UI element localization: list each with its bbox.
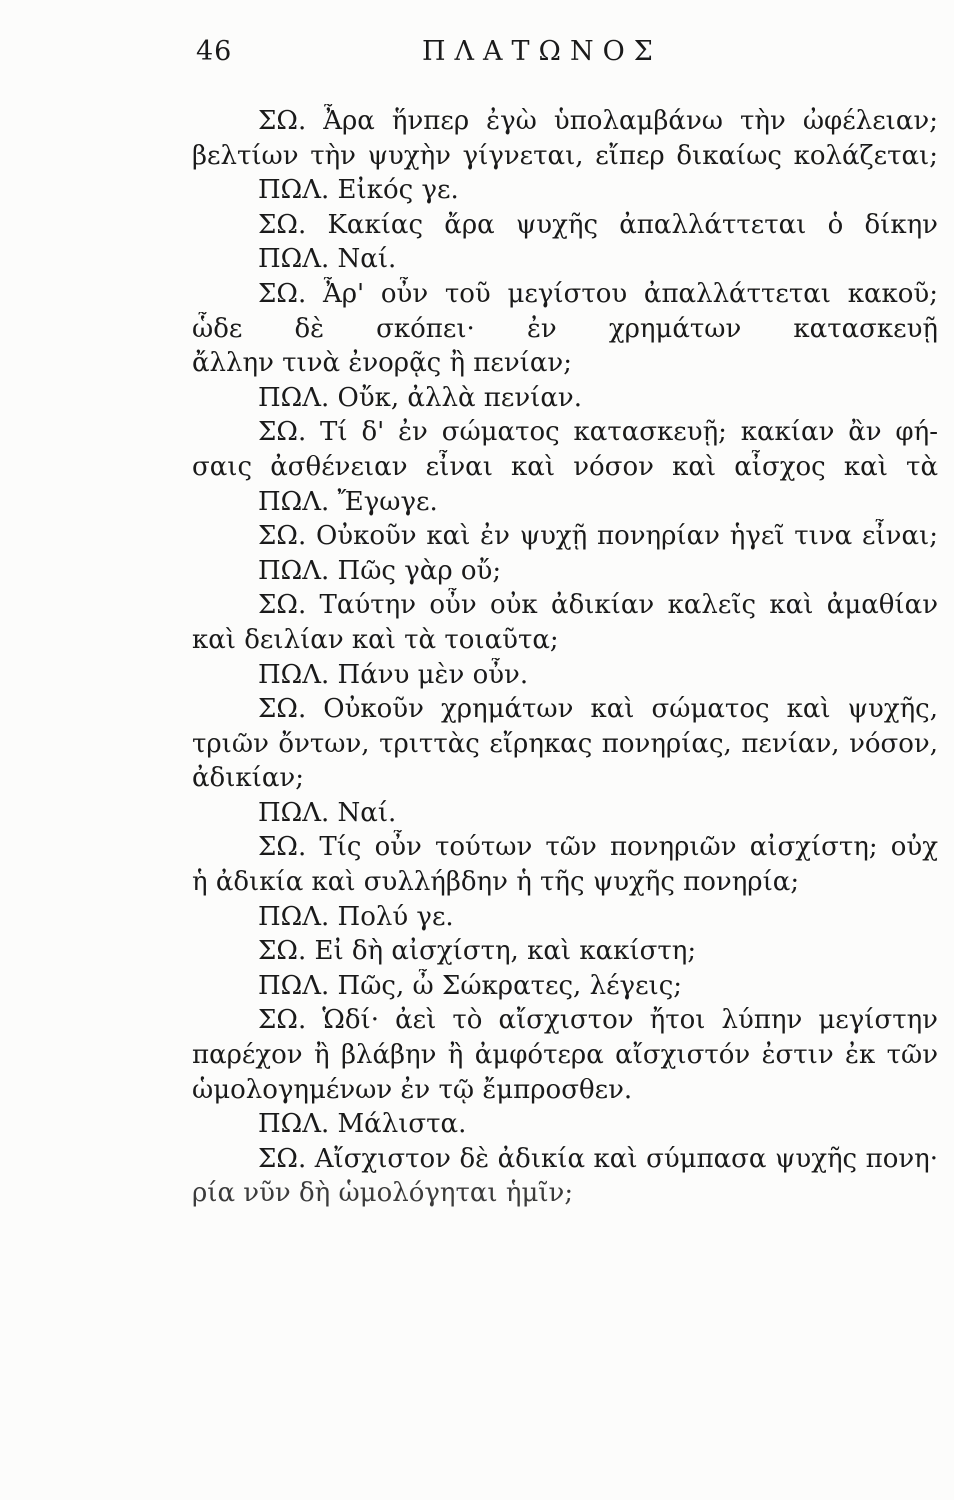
page-header: [196, 36, 936, 76]
text-line: ΠΩΛ. Μάλιστα.: [258, 1109, 467, 1140]
text-line: ὡμολογημένων ἐν τῷ ἔμπροσθεν.: [192, 1074, 633, 1105]
text-line: ἄλλην τινὰ ἐνορᾷς ἢ πενίαν;: [192, 348, 572, 379]
text-line: ΠΩΛ. Ναί.: [258, 797, 397, 828]
text-line: σαις ἀσθένειαν εἶναι καὶ νόσον καὶ αἶσχος καὶ τὰ: [192, 451, 938, 482]
text-line: ΠΩΛ. Ναί.: [258, 244, 397, 275]
text-line: ΠΩΛ. Οὔκ, ἀλλὰ πενίαν.: [258, 382, 582, 413]
dialogue-text: [0, 104, 954, 1211]
text-line: ΣΩ. Ἆρα ἥνπερ ἐγὼ ὑπολαμβάνω τὴν ὠφέλειαν;: [258, 106, 938, 136]
text-line: ΣΩ. Κακίας ἄρα ψυχῆς ἀπαλλάττεται ὁ δίκην: [258, 209, 938, 240]
text-line: ΠΩΛ. Πῶς, ὦ Σώκρατες, λέγεις;: [258, 970, 683, 1001]
text-line: ΣΩ. Ὡδί· ἀεὶ τὸ αἴσχιστον ἤτοι λύπην μεγίστην: [258, 1005, 938, 1036]
text-line: βελτίων τὴν ψυχὴν γίγνεται, εἴπερ δικαίως κολάζεται;: [192, 140, 938, 171]
text-line: ΣΩ. Ἆρ' οὖν τοῦ μεγίστου ἀπαλλάττεται κακοῦ;: [258, 278, 938, 309]
text-line: ΣΩ. Τί δ' ἐν σώματος κατασκευῇ; κακίαν ἂν φή-: [258, 417, 938, 448]
text-line: ΠΩΛ. Εἰκός γε.: [258, 175, 459, 206]
text-line: καὶ δειλίαν καὶ τὰ τοιαῦτα;: [192, 624, 559, 655]
text-line: ΣΩ. Ταύτην οὖν οὐκ ἀδικίαν καλεῖς καὶ ἀμαθίαν: [258, 590, 938, 621]
text-line: ἀδικίαν;: [192, 763, 304, 794]
text-line: ρία νῦν δὴ ὡμολόγηται ἡμῖν;: [192, 1178, 574, 1209]
text-line: ΠΩΛ. Ἔγωγε.: [258, 486, 438, 517]
text-line: ΣΩ. Οὐκοῦν καὶ ἐν ψυχῇ πονηρίαν ἡγεῖ τινα εἶναι;: [258, 521, 938, 552]
text-line: ΠΩΛ. Πολύ γε.: [258, 901, 454, 932]
text-line: ΠΩΛ. Πῶς γὰρ οὔ;: [258, 555, 502, 586]
running-title: ΠΛΑΤΩΝΟΣ: [422, 36, 662, 67]
page-number: 46: [196, 36, 233, 67]
text-line: ΣΩ. Τίς οὖν τούτων τῶν πονηριῶν αἰσχίστη; οὐχ: [258, 832, 938, 863]
text-line: τριῶν ὄντων, τριττὰς εἴρηκας πονηρίας, πενίαν, νόσον,: [192, 728, 938, 759]
text-line: παρέχον ἢ βλάβην ἢ ἀμφότερα αἴσχιστόν ἐστιν ἐκ τῶν: [192, 1040, 938, 1071]
text-line: ΠΩΛ. Πάνυ μὲν οὖν.: [258, 659, 529, 690]
text-line: ἡ ἀδικία καὶ συλλήβδην ἡ τῆς ψυχῆς πονηρία;: [192, 867, 800, 898]
text-line: ΣΩ. Εἰ δὴ αἰσχίστη, καὶ κακίστη;: [258, 936, 697, 967]
text-line: ὧδε δὲ σκόπει· ἐν χρημάτων κατασκευῇ: [192, 313, 938, 344]
text-line: ΣΩ. Οὐκοῦν χρημάτων καὶ σώματος καὶ ψυχῆς,: [258, 694, 938, 725]
text-line: ΣΩ. Αἴσχιστον δὲ ἀδικία καὶ σύμπασα ψυχῆς πονη·: [258, 1143, 938, 1174]
